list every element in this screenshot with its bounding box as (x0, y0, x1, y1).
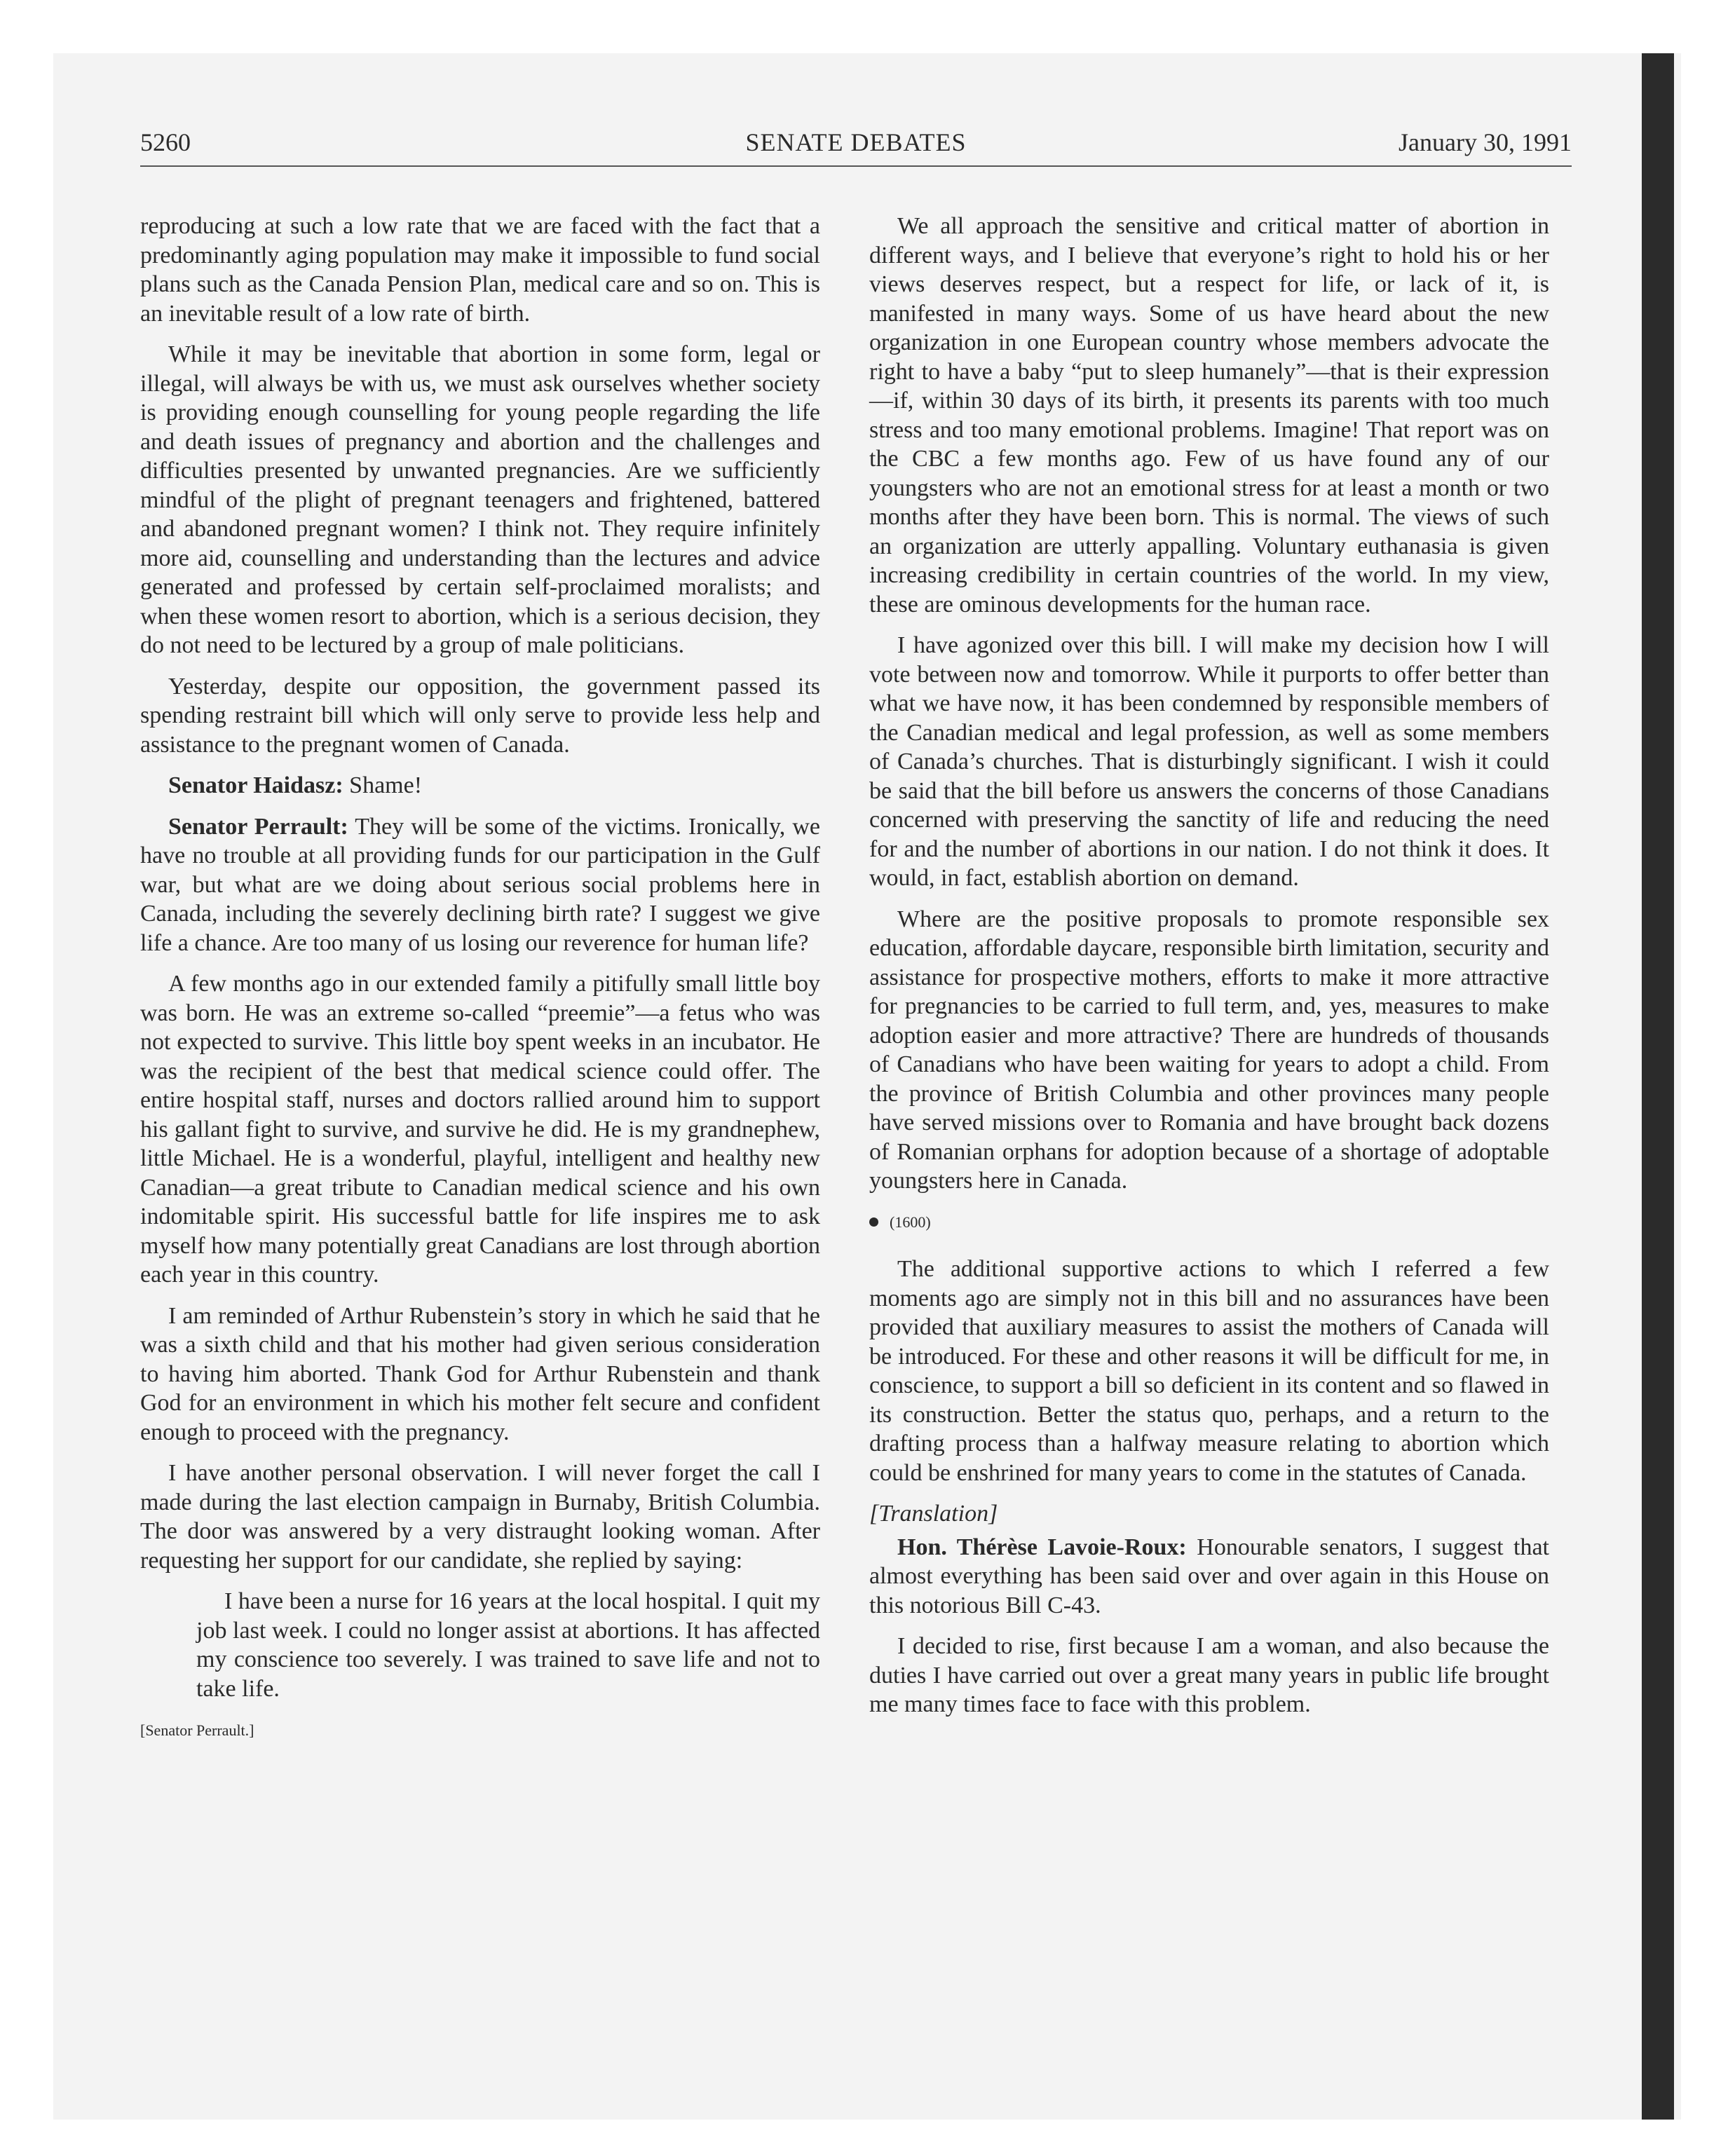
paragraph: Yesterday, despite our opposition, the government passed its spending restraint bill which will only serve to provide less help and assistance to the pregnant women of Canada. (140, 673, 820, 758)
paragraph: reproducing at such a low rate that we are faced with the fact that a predominantly aging population may make it impossible to fund social plans such as the Canada Pension Plan, medical care and so on. This is an inevitable result of a low rate of birth. (140, 213, 820, 327)
block-quote: I have been a nurse for 16 years at the local hospital. I quit my job last week. I could no longer assist at abortions. It has affected my conscience too severely. I was trained to save life and not to take life. (196, 1588, 820, 1702)
speaker-name: Senator Perrault: (168, 813, 348, 840)
speech-text: Shame! (349, 772, 423, 798)
speaker-name: Senator Haidasz: (168, 772, 343, 798)
left-column (140, 212, 820, 1745)
running-header (140, 128, 1572, 164)
paragraph: I have another personal observation. I will never forget the call I made during the last election campaign in Burnaby, British Columbia. The door was answered by a very distraught looking woman. After requesting her support for our candidate, she replied by saying: (140, 1460, 820, 1574)
paragraph: While it may be inevitable that abortion in some form, legal or illegal, will always be with us, we must ask ourselves whether society is providing enough counselling for young people regarding the life and death issues of pregnancy and abortion and the challenges and difficulties presented by unwanted pregnancies. Are we sufficiently mindful of the plight of pregnant teenagers and frightened, battered and abandoned pregnant women? I think not. They require infinitely more aid, counselling and understanding than the lectures and advice generated and professed by certain self-proclaimed moralists; and when these women resort to abortion, which is a serious decision, they do not need to be lectured by a group of male politicians. (140, 341, 820, 658)
speech-haidasz (140, 771, 820, 800)
header-rule (140, 165, 1572, 167)
paragraph: The additional supportive actions to which I referred a few moments ago are simply not in this bill and no assurances have been provided that auxiliary measures to assist the mothers of Canada will be introduced. For these and other reasons it will be difficult for me, in conscience, to support a bill so deficient in its content and so flawed in its construction. Better the status quo, perhaps, and a return to the drafting process than a halfway measure relating to abortion which could be enshrined for many years to come in the statutes of Canada. (869, 1256, 1549, 1486)
speech-lavoie-roux (869, 1533, 1549, 1621)
speech-text: They will be some of the victims. Ironically, we have no trouble at all providing funds for our participation in the Gulf war, but what are we doing about serious social problems here in Canada, including the severely declining birth rate? I suggest we give life a chance. Are too many of us losing our reverence for human life? (140, 813, 820, 956)
translation-tag: [Translation] (869, 1501, 998, 1527)
paragraph: I decided to rise, first because I am a woman, and also because the duties I have carried out over a great many years in public life brought me many times face to face with this problem. (869, 1633, 1549, 1717)
right-column (869, 212, 1549, 1731)
paragraph: I am reminded of Arthur Rubenstein’s story in which he said that he was a sixth child and that his mother had given serious consideration to having him aborted. Thank God for Arthur Rubenstein and thank God for an environment in which his mother felt secure and confident enough to proceed with the pregnancy. (140, 1302, 820, 1445)
journal-title: SENATE DEBATES (745, 128, 967, 156)
speech-text: Honourable senators, I suggest that almost everything has been said over and over again in this House on this notorious Bill C-43. (869, 1534, 1549, 1618)
speaker-note: [Senator Perrault.] (140, 1721, 254, 1739)
paragraph: I have agonized over this bill. I will make my decision how I will vote between now and tomorrow. While it purports to offer better than what we have now, it has been condemned by responsible members of the Canadian medical and legal profession, as well as some members of Canada’s churches. That is disturbingly significant. I wish it could be said that the bill before us answers the concerns of those Canadians concerned with preserving the sanctity of life and reducing the need for and the number of abortions in our nation. I do not think it does. It would, in fact, establish abortion on demand. (869, 632, 1549, 891)
speech-perrault (140, 812, 820, 958)
paragraph: A few months ago in our extended family a pitifully small little boy was born. He was an extreme so-called “preemie”—a fetus who was not expected to survive. This little boy spent weeks in an incubator. He was the recipient of the best that medical science could offer. The entire hospital staff, nurses and doctors rallied around him to support his gallant fight to survive, and survive he did. He is my grandnephew, little Michael. He is a wonderful, playful, intelligent and healthy new Canadian—a great tribute to Canadian medical science and his own indomitable spirit. His successful battle for life inspires me to ask myself how many potentially great Canadians are lost through abortion each year in this country. (140, 971, 820, 1288)
bullet-icon (869, 1217, 878, 1227)
page-number: 5260 (140, 128, 191, 156)
paragraph: Where are the positive proposals to promote responsible sex education, affordable daycare, responsible birth limitation, security and assistance for prospective mothers, efforts to make it more attractive for pregnancies to be carried to full term, and, yes, measures to make adoption easier and more attractive? There are hundreds of thousands of Canadians who have been waiting for years to adopt a child. From the province of British Columbia and other provinces many people have served missions over to Romania and have brought back dozens of Romanian orphans for adoption because of a shortage of adoptable youngsters here in Canada. (869, 906, 1549, 1194)
scan-edge-bar (1642, 53, 1674, 2120)
paragraph: We all approach the sensitive and critical matter of abortion in different ways, and I believe that everyone’s right to hold his or her views deserves respect, but a respect for life, or lack of it, is manifested in many ways. Some of us have heard about the new organization in one European country whose members advocate the right to have a baby “put to sleep humanely”—that is their expression—if, within 30 days of its birth, it presents its parents with too much stress and too many emotional problems. Imagine! That report was on the CBC a few months ago. Few of us have found any of our youngsters who are not an emotional stress for at least a month or two months after they have been born. This is normal. The views of such an organization are utterly appalling. Voluntary euthanasia is given increasing credibility in certain countries of the world. In my view, these are ominous developments for the human race. (869, 213, 1549, 618)
speaker-name: Hon. Thérèse Lavoie-Roux: (897, 1534, 1187, 1560)
time-marker (869, 1208, 1549, 1237)
time-text: (1600) (890, 1213, 931, 1231)
issue-date: January 30, 1991 (1399, 128, 1572, 156)
